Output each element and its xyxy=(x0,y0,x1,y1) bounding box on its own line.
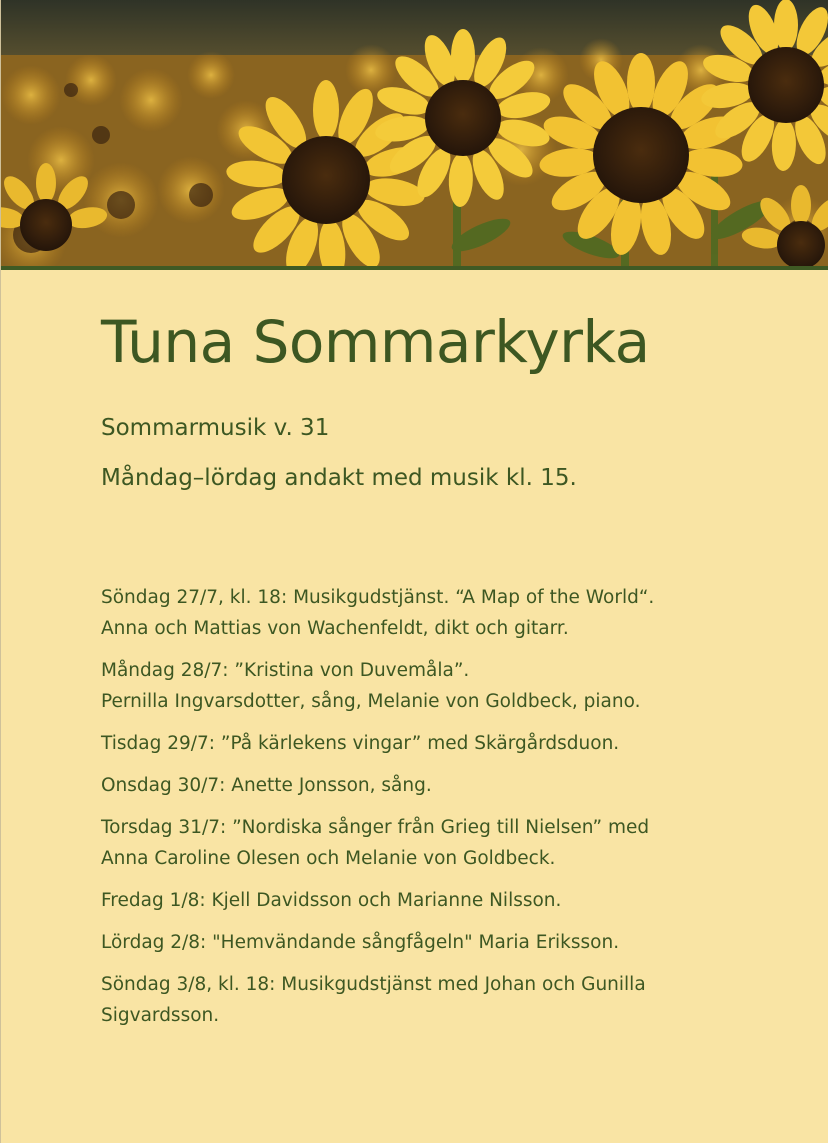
event-line: Onsdag 30/7: Anette Jonsson, sång. xyxy=(101,775,432,796)
event-line: Sigvardsson. xyxy=(101,1005,220,1026)
sunflower-header-image xyxy=(1,0,828,266)
event-item-sunday-3 xyxy=(101,969,781,1031)
event-item-monday-28 xyxy=(101,655,781,717)
event-item-sunday-27 xyxy=(101,582,781,644)
poster-content xyxy=(101,300,781,1042)
subtitle-daily-devotion: Måndag–lördag andakt med musik kl. 15. xyxy=(101,465,577,491)
page-title: Tuna Sommarkyrka xyxy=(101,308,650,376)
event-item-tuesday-29 xyxy=(101,728,781,759)
event-line: Fredag 1/8: Kjell Davidsson och Marianne Nilsson. xyxy=(101,890,562,911)
event-line: Söndag 27/7, kl. 18: Musikgudstjänst. “A Map of the World“. xyxy=(101,587,655,608)
event-item-saturday-2 xyxy=(101,927,781,958)
sunflower-field-illustration xyxy=(1,0,828,266)
event-item-thursday-31 xyxy=(101,812,781,874)
event-item-friday-1 xyxy=(101,885,781,916)
event-item-wednesday-30 xyxy=(101,770,781,801)
event-line: Pernilla Ingvarsdotter, sång, Melanie von Goldbeck, piano. xyxy=(101,691,641,712)
event-line: Lördag 2/8: "Hemvändande sångfågeln" Maria Eriksson. xyxy=(101,932,620,953)
event-list xyxy=(101,582,781,1031)
event-line: Söndag 3/8, kl. 18: Musikgudstjänst med Johan och Gunilla xyxy=(101,974,646,995)
event-line: Torsdag 31/7: ”Nordiska sånger från Grieg till Nielsen” med xyxy=(101,817,650,838)
event-line: Anna och Mattias von Wachenfeldt, dikt och gitarr. xyxy=(101,618,569,639)
subtitle-week: Sommarmusik v. 31 xyxy=(101,415,330,441)
event-line: Tisdag 29/7: ”På kärlekens vingar” med Skärgårdsduon. xyxy=(101,733,620,754)
header-divider xyxy=(1,266,828,270)
event-line: Anna Caroline Olesen och Melanie von Goldbeck. xyxy=(101,848,556,869)
event-line: Måndag 28/7: ”Kristina von Duvemåla”. xyxy=(101,660,470,681)
